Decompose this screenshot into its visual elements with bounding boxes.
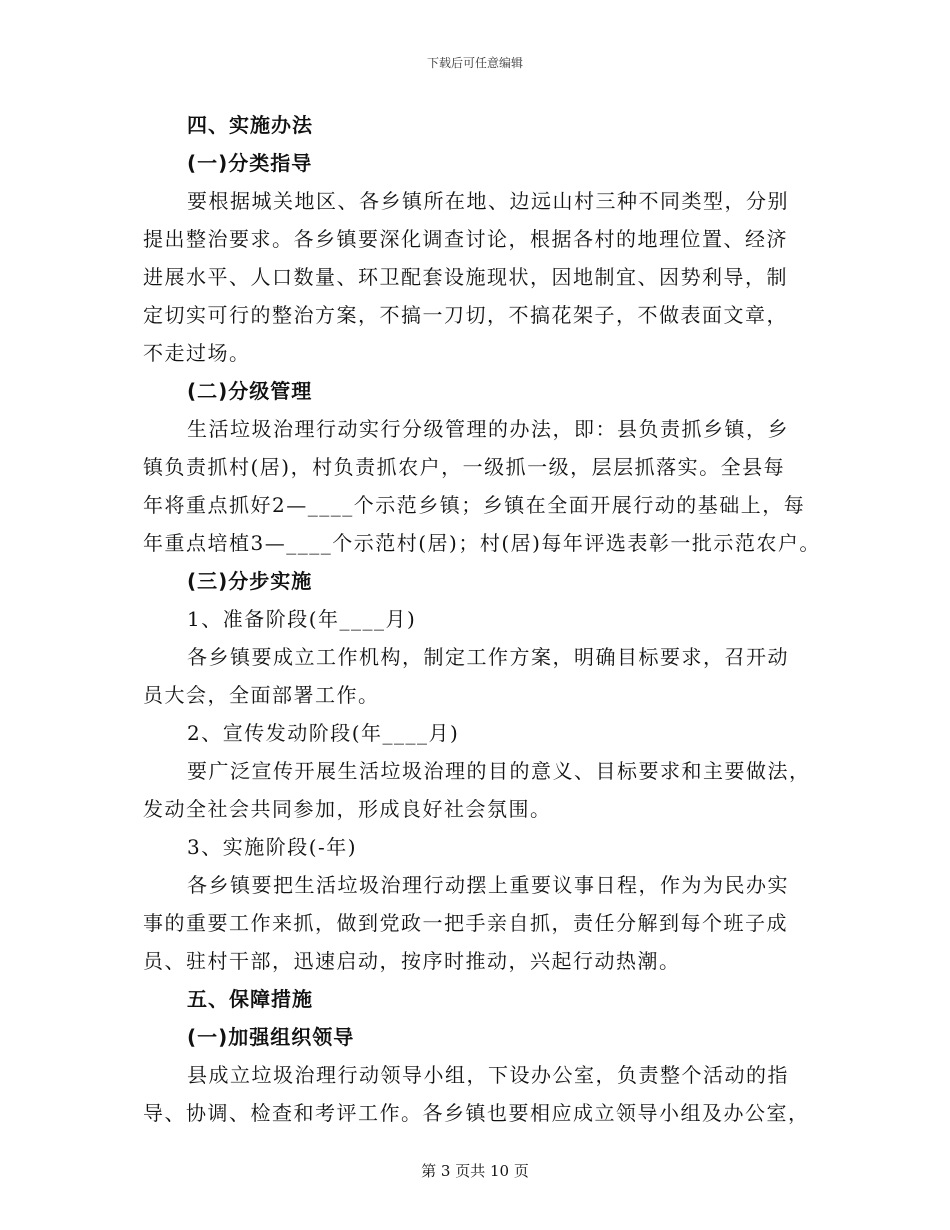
document-body bbox=[143, 106, 823, 1132]
paragraph-line: 1、准备阶段(年____月) bbox=[187, 607, 417, 631]
section-heading: (二)分级管理 bbox=[187, 379, 313, 403]
paragraph-line: 发动全社会共同参加，形成良好社会氛围。 bbox=[143, 797, 552, 821]
paragraph-line: 各乡镇要把生活垃圾治理行动摆上重要议事日程，作为为民办实 bbox=[187, 873, 789, 897]
section-heading: (一)加强组织领导 bbox=[187, 1025, 355, 1049]
section-heading: 五、保障措施 bbox=[187, 987, 313, 1011]
paragraph-line: 要根据城关地区、各乡镇所在地、边远山村三种不同类型，分别 bbox=[187, 189, 789, 213]
paragraph-line: 要广泛宣传开展生活垃圾治理的目的意义、目标要求和主要做法， bbox=[187, 759, 811, 783]
section-heading: (三)分步实施 bbox=[187, 569, 313, 593]
paragraph-line: 提出整治要求。各乡镇要深化调查讨论，根据各村的地理位置、经济 bbox=[143, 227, 788, 251]
paragraph-line: 生活垃圾治理行动实行分级管理的办法，即：县负责抓乡镇，乡 bbox=[187, 417, 789, 441]
page-header: 下载后可任意编辑 bbox=[426, 56, 523, 70]
paragraph-line: 进展水平、人口数量、环卫配套设施现状，因地制宜、因势利导，制 bbox=[143, 265, 788, 289]
paragraph-line: 3、实施阶段(-年) bbox=[187, 835, 358, 859]
section-heading: (一)分类指导 bbox=[187, 151, 313, 175]
section-heading: 四、实施办法 bbox=[187, 113, 313, 137]
paragraph-line: 年重点培植3—____个示范村(居)；村(居)每年评选表彰一批示范农户。 bbox=[143, 531, 821, 555]
paragraph-line: 导、协调、检查和考评工作。各乡镇也要相应成立领导小组及办公室， bbox=[143, 1101, 810, 1125]
paragraph-line: 不走过场。 bbox=[143, 341, 251, 365]
paragraph-line: 年将重点抓好2—____个示范乡镇；乡镇在全面开展行动的基础上，每 bbox=[143, 493, 806, 517]
page-footer: 第 3 页共 10 页 bbox=[421, 1162, 529, 1180]
paragraph-line: 各乡镇要成立工作机构，制定工作方案，明确目标要求，召开动 bbox=[187, 645, 789, 669]
paragraph-line: 县成立垃圾治理行动领导小组，下设办公室，负责整个活动的指 bbox=[187, 1063, 789, 1087]
paragraph-line: 定切实可行的整治方案，不搞一刀切，不搞花架子，不做表面文章， bbox=[143, 303, 788, 327]
paragraph-line: 员大会，全面部署工作。 bbox=[143, 683, 380, 707]
paragraph-line: 2、宣传发动阶段(年____月) bbox=[187, 721, 460, 745]
paragraph-line: 员、驻村干部，迅速启动，按序时推动，兴起行动热潮。 bbox=[143, 949, 681, 973]
paragraph-line: 镇负责抓村(居)，村负责抓农户，一级抓一级，层层抓落实。全县每 bbox=[143, 455, 786, 479]
paragraph-line: 事的重要工作来抓，做到党政一把手亲自抓，责任分解到每个班子成 bbox=[143, 911, 788, 935]
